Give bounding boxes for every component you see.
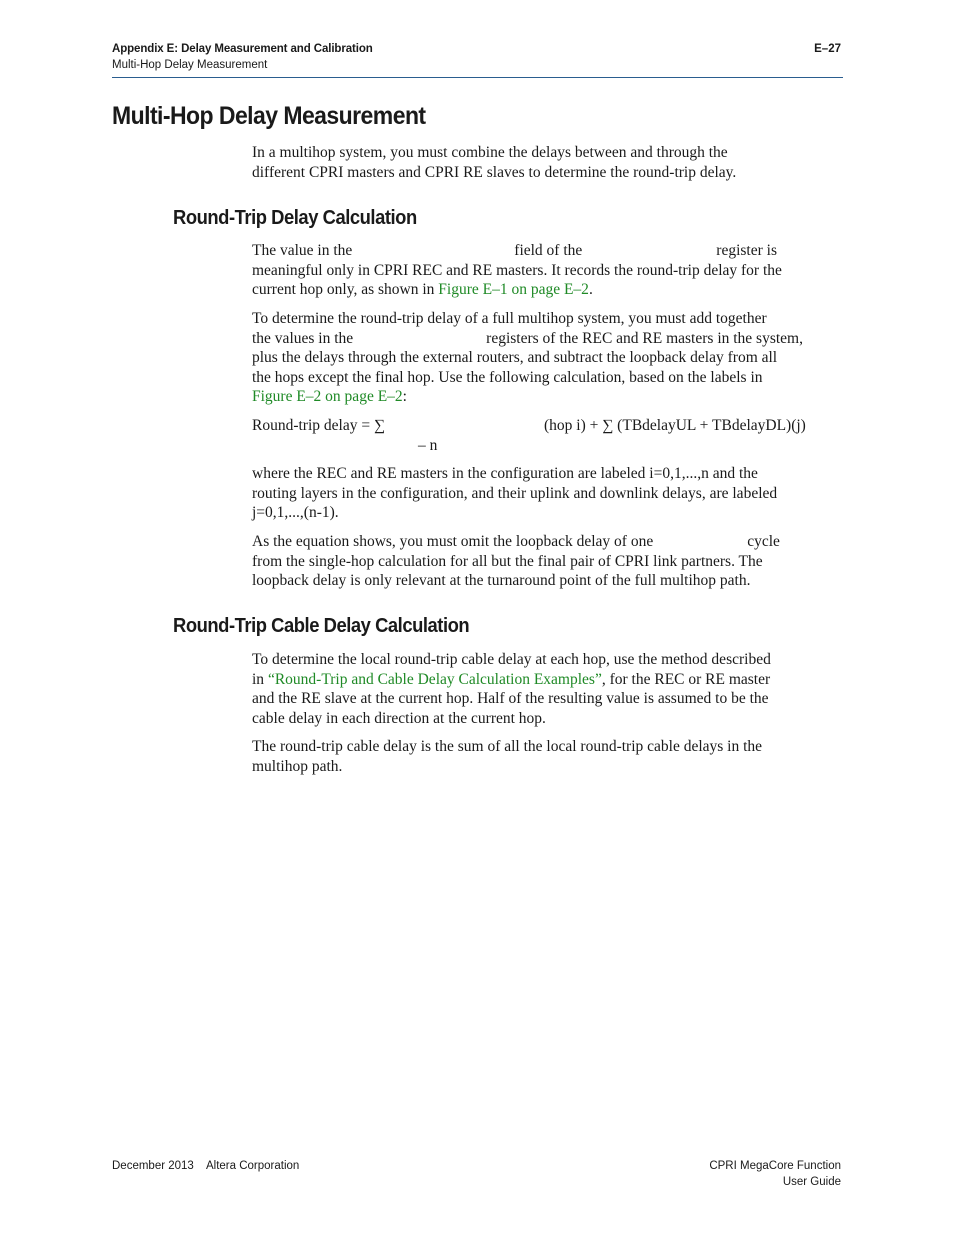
text-line: meaningful only in CPRI REC and RE masters. It records the round-trip delay for the bbox=[252, 261, 782, 279]
header-rule bbox=[112, 77, 843, 78]
figure-e2-link[interactable]: Figure E–2 on page E–2 bbox=[252, 388, 403, 405]
footer-doc-type: User Guide bbox=[782, 1176, 841, 1188]
text-fragment: , for the REC or RE master bbox=[601, 670, 771, 688]
text-fragment: The value in the bbox=[252, 242, 353, 259]
text-fragment: . bbox=[588, 281, 593, 298]
equation-rhs: (hop i) + ∑ (TBdelayUL + TBdelayDL)(j) bbox=[544, 417, 806, 434]
text-line: different CPRI masters and CPRI RE slaves to determine the round-trip delay. bbox=[252, 163, 737, 181]
text-fragment: register is bbox=[716, 242, 777, 259]
text-fragment: field of the bbox=[514, 242, 583, 259]
text-line bbox=[252, 387, 844, 407]
subsection-title-round-trip: Round-Trip Delay Calculation bbox=[173, 207, 417, 229]
rt-paragraph-1 bbox=[252, 241, 844, 300]
header-chapter-title: Appendix E: Delay Measurement and Calibration bbox=[112, 43, 373, 55]
equation-lhs: Round-trip delay = ∑ bbox=[252, 417, 386, 434]
intro-paragraph bbox=[252, 143, 844, 182]
text-line: To determine the round-trip delay of a full multihop system, you must add together bbox=[252, 310, 767, 327]
text-fragment: cycle bbox=[747, 533, 780, 550]
cable-paragraph-2 bbox=[252, 737, 844, 776]
text-fragment: As the equation shows, you must omit the loopback delay of one bbox=[252, 533, 654, 550]
figure-e1-link[interactable]: Figure E–1 on page E–2 bbox=[438, 281, 589, 298]
cable-paragraph-1 bbox=[252, 650, 844, 728]
text-line: To determine the local round-trip cable delay at each hop, use the method described bbox=[252, 651, 771, 668]
text-line: from the single-hop calculation for all but the final pair of CPRI link partners. The bbox=[252, 552, 763, 570]
text-fragment: current hop only, as shown in bbox=[252, 281, 439, 298]
text-line: The round-trip cable delay is the sum of all the local round-trip cable delays in the bbox=[252, 738, 763, 755]
text-line: cable delay in each direction at the current hop. bbox=[252, 709, 546, 727]
text-line bbox=[252, 280, 844, 300]
rt-paragraph-2 bbox=[252, 309, 844, 407]
text-line: the hops except the final hop. Use the following calculation, based on the labels in bbox=[252, 368, 763, 386]
rt-paragraph-4 bbox=[252, 532, 844, 591]
text-line bbox=[252, 241, 844, 261]
header-page-number: E–27 bbox=[814, 43, 841, 55]
equation-subtraction: – n bbox=[418, 436, 438, 454]
text-line: multihop path. bbox=[252, 757, 343, 775]
equation-line bbox=[252, 416, 844, 436]
header-section-title: Multi-Hop Delay Measurement bbox=[112, 59, 268, 71]
text-line: loopback delay is only relevant at the turnaround point of the full multihop path. bbox=[252, 572, 751, 589]
rt-equation bbox=[252, 416, 844, 455]
text-line: j=0,1,...,(n-1). bbox=[252, 504, 339, 521]
text-line: plus the delays through the external routers, and subtract the loopback delay from all bbox=[252, 349, 778, 366]
text-fragment: the values in the bbox=[252, 329, 354, 347]
text-line bbox=[252, 329, 844, 349]
text-line: where the REC and RE masters in the configuration are labeled i=0,1,...,n and the bbox=[252, 465, 758, 482]
footer-date-company: December 2013 Altera Corporation bbox=[112, 1160, 300, 1172]
text-fragment: registers of the REC and RE masters in the system, bbox=[486, 329, 803, 347]
text-line: and the RE slave at the current hop. Half of the resulting value is assumed to be the bbox=[252, 690, 769, 707]
calculation-examples-link[interactable]: “Round-Trip and Cable Delay Calculation Examples” bbox=[267, 670, 602, 688]
text-line: routing layers in the configuration, and their uplink and downlink delays, are labeled bbox=[252, 484, 778, 502]
text-line bbox=[252, 532, 844, 552]
text-fragment: : bbox=[402, 388, 407, 405]
text-line: In a multihop system, you must combine the delays between and through the bbox=[252, 144, 728, 161]
text-fragment: in bbox=[252, 670, 268, 688]
section-title: Multi-Hop Delay Measurement bbox=[112, 102, 426, 130]
subsection-title-cable-delay: Round-Trip Cable Delay Calculation bbox=[173, 615, 470, 637]
text-line bbox=[252, 670, 844, 690]
rt-paragraph-3 bbox=[252, 464, 844, 523]
footer-product-name: CPRI MegaCore Function bbox=[709, 1160, 841, 1172]
